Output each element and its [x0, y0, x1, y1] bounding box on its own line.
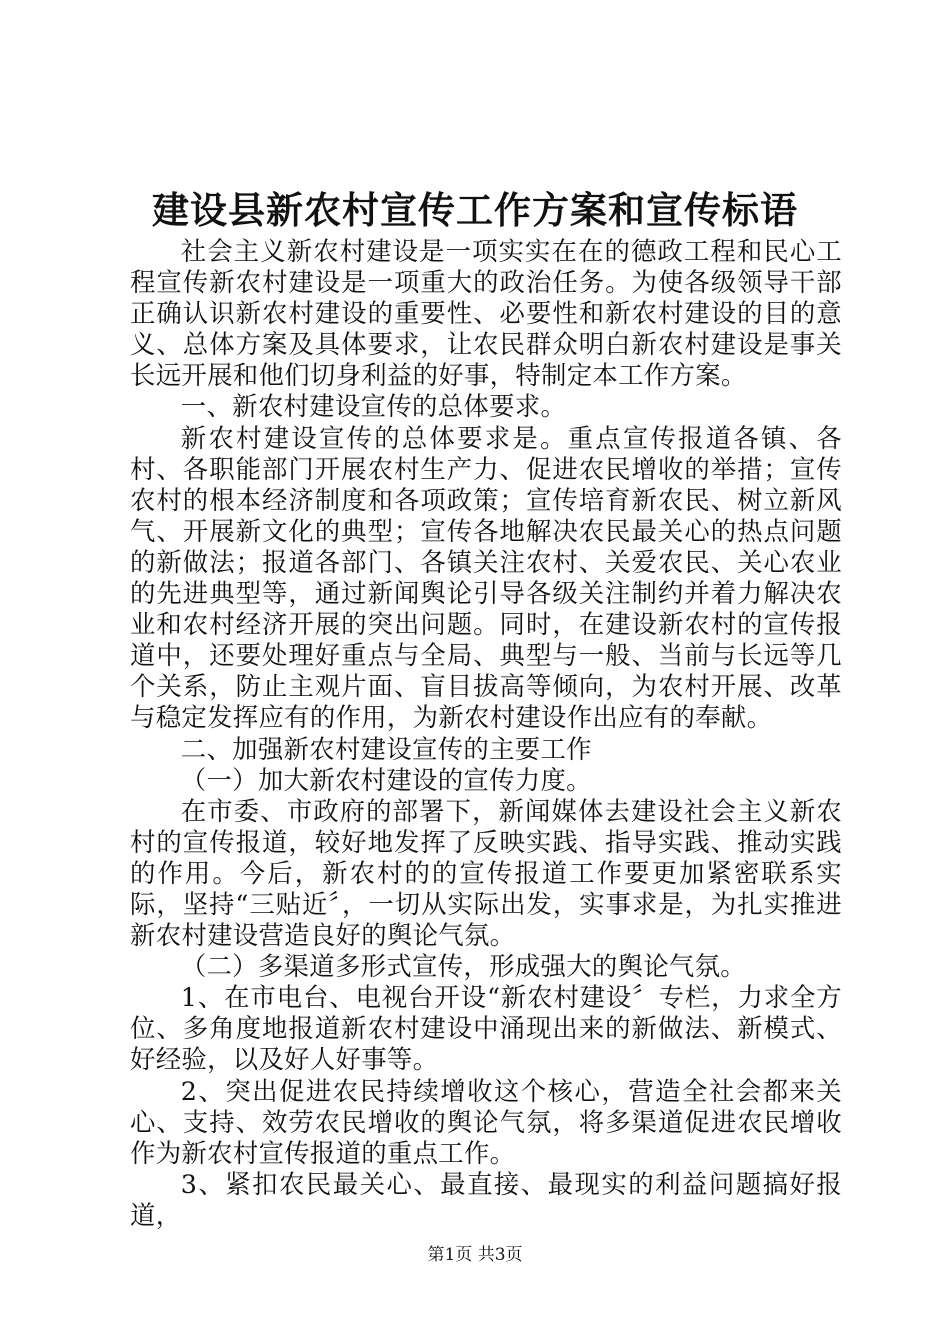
heading-subsection-2: （二）多渠道多形式宣传，形成强大的舆论气氛。	[180, 951, 746, 982]
heading-subsection-1: （一）加大新农村建设的宣传力度。	[180, 764, 592, 795]
paragraph-publicity-strength: 在市委、市政府的部署下，新闻媒体去建设社会主义新农村的宣传报道，较好地发挥了反映实践、指导实践、推动实践的作用。今后，新农村的的宣传报道工作要更加紧密联系实际，坚持“三贴近〞，一切从实际出发，实事求是，为扎实推进新农村建设营造良好的舆论气氛。	[130, 795, 842, 951]
heading-section-1: 一、新农村建设宣传的总体要求。	[180, 391, 567, 422]
paragraph-item-1: 1、在市电台、电视台开设“新农村建设〞专栏，力求全方位、多角度地报道新农村建设中涌现出来的新做法、新模式、好经验，以及好人好事等。	[130, 982, 842, 1075]
paragraph-general-requirements: 新农村建设宣传的总体要求是。重点宣传报道各镇、各村、各职能部门开展农村生产力、促进农民增收的举措；宣传农村的根本经济制度和各项政策；宣传培育新农民、树立新风气、开展新文化的典型；宣传各地解决农民最关心的热点问题的新做法；报道各部门、各镇关注农村、关爱农民、关心农业的先进典型等，通过新闻舆论引导各级关注制约并着力解决农业和农村经济开展的突出问题。同时，在建设新农村的宣传报道中，还要处理好重点与全局、典型与一般、当前与长远等几个关系，防止主观片面、盲目拔高等倾向，为农村开展、改革与稳定发挥应有的作用，为新农村建设作出应有的奉献。	[130, 422, 842, 733]
document-body	[130, 236, 842, 1231]
paragraph-item-3: 3、紧扣农民最关心、最直接、最现实的利益问题搞好报道，	[130, 1168, 842, 1230]
paragraph-item-2: 2、突出促进农民持续增收这个核心，营造全社会都来关心、支持、效劳农民增收的舆论气氛，将多渠道促进农民增收作为新农村宣传报道的重点工作。	[130, 1075, 842, 1168]
heading-section-2: 二、加强新农村建设宣传的主要工作	[180, 733, 592, 764]
page-footer: 第1页 共3页	[427, 1245, 523, 1265]
paragraph-intro: 社会主义新农村建设是一项实实在在的德政工程和民心工程宣传新农村建设是一项重大的政治任务。为使各级领导干部正确认识新农村建设的重要性、必要性和新农村建设的目的意义、总体方案及具体要求，让农民群众明白新农村建设是事关长远开展和他们切身利益的好事，特制定本工作方案。	[130, 236, 842, 391]
document-title: 建设县新农村宣传工作方案和宣传标语	[152, 188, 798, 232]
